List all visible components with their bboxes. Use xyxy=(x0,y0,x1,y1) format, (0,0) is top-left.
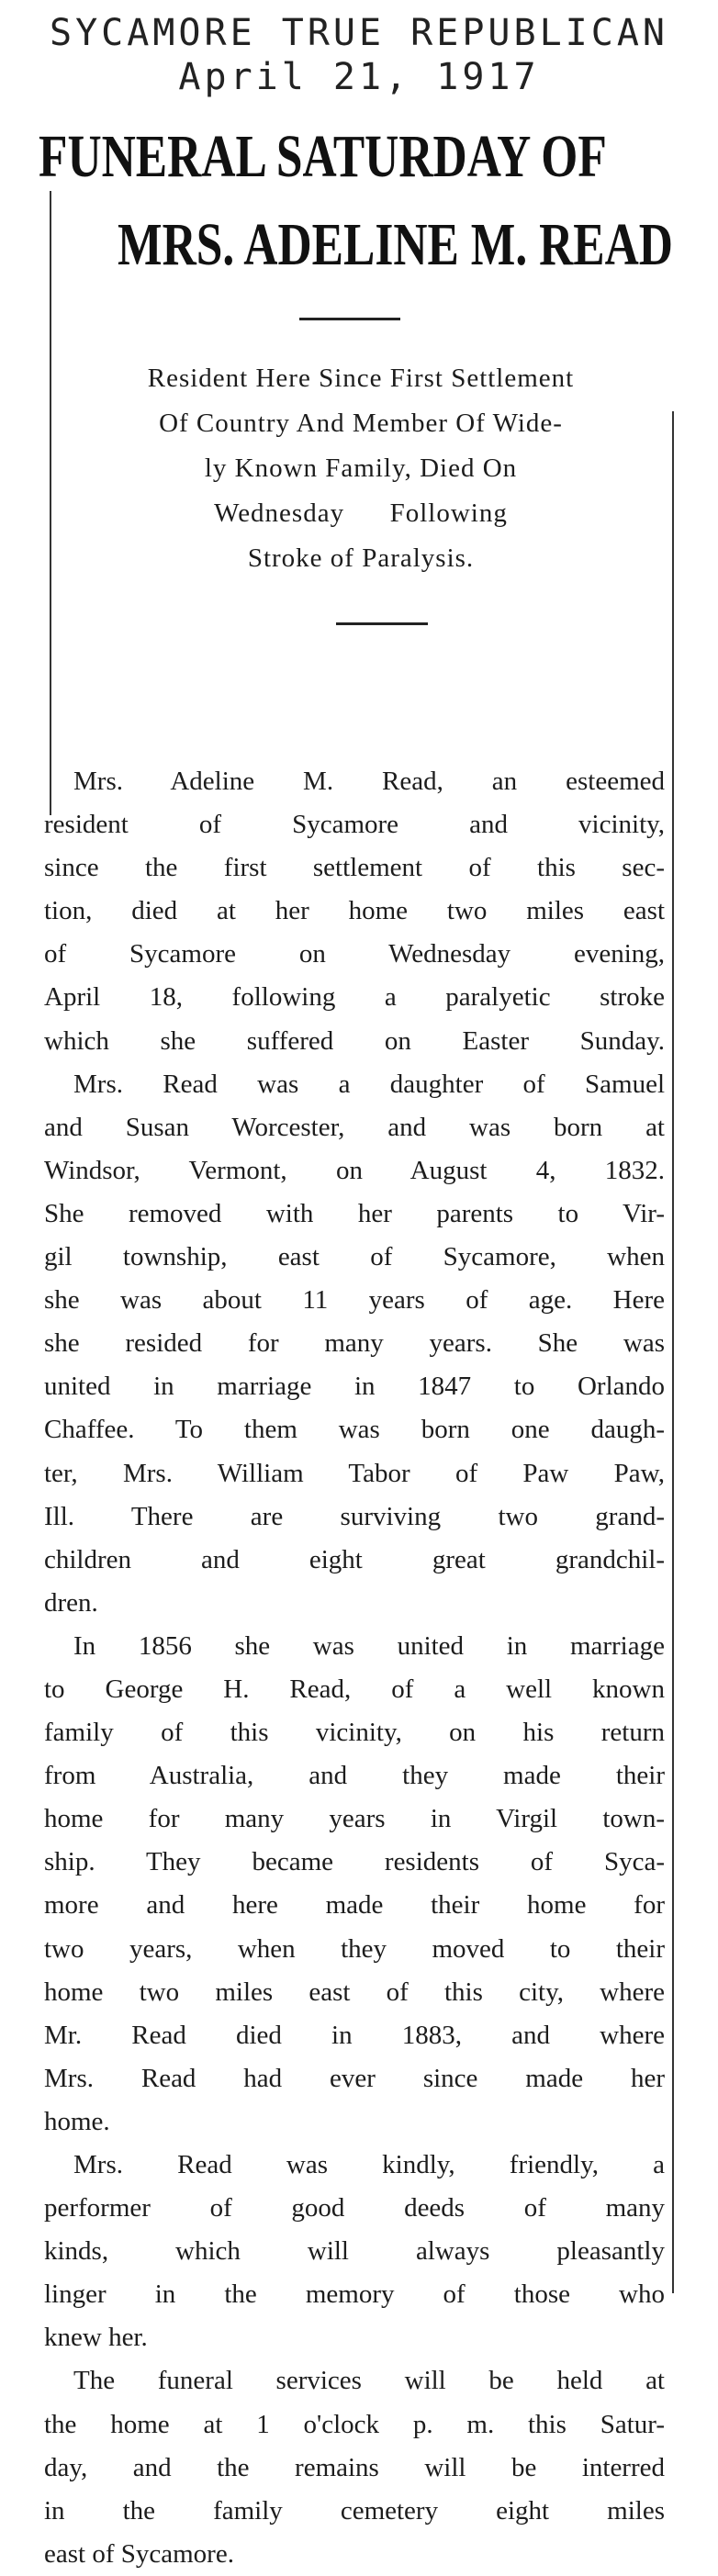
text-line: Windsor, Vermont, on August 4, 1832. xyxy=(44,1155,665,1185)
subheadline-line: Resident Here Since First Settlement xyxy=(147,364,575,393)
column-rule-right xyxy=(672,411,674,2293)
headline-divider xyxy=(299,318,400,320)
text-line: tion, died at her home two miles east xyxy=(44,896,665,926)
text-line: home two miles east of this city, where xyxy=(44,1977,665,2007)
text-line: in the family cemetery eight miles xyxy=(44,2495,665,2526)
subheadline-line: Stroke of Paralysis. xyxy=(247,543,475,573)
paragraph-character xyxy=(44,2144,665,2359)
text-line: dren. xyxy=(44,1587,98,1618)
text-line: She removed with her parents to Vir- xyxy=(44,1198,665,1228)
text-line: In 1856 she was united in marriage xyxy=(73,1630,665,1661)
text-line: she resided for many years. She was xyxy=(44,1328,665,1359)
text-line: Mrs. Read was a daughter of Samuel xyxy=(73,1069,665,1099)
text-line: Mrs. Read was kindly, friendly, a xyxy=(73,2150,665,2179)
text-line: more and here made their home for xyxy=(44,1890,665,1921)
text-line: east of Sycamore. xyxy=(44,2538,234,2569)
text-line: children and eight great grandchil- xyxy=(44,1544,665,1574)
text-line: of Sycamore on Wednesday evening, xyxy=(44,939,665,969)
paragraph-second-marriage xyxy=(44,1625,665,2144)
publication-date: April 21, 1917 xyxy=(178,56,540,98)
subheadline-line: Wednesday Following xyxy=(214,498,508,528)
text-line: ter, Mrs. William Tabor of Paw Paw, xyxy=(44,1458,665,1488)
text-line: Mrs. Read had ever since made her xyxy=(44,2063,665,2093)
text-line: knew her. xyxy=(44,2323,148,2353)
text-line: home. xyxy=(44,2106,110,2136)
subheadline-line: Of Country And Member Of Wide- xyxy=(159,409,563,438)
text-line: April 18, following a paralyetic stroke xyxy=(44,982,665,1013)
text-line: which she suffered on Easter Sunday. xyxy=(44,1025,665,1056)
text-line: the home at 1 o'clock p. m. this Satur- xyxy=(44,2409,665,2439)
headline-line-1: FUNERAL SATURDAY OF xyxy=(39,123,607,190)
text-line: she was about 11 years of age. Here xyxy=(44,1285,665,1316)
headline-line-2: MRS. ADELINE M. READ xyxy=(118,211,673,278)
paragraph-funeral-details xyxy=(44,2359,665,2575)
text-line: and Susan Worcester, and was born at xyxy=(44,1112,665,1142)
subheadline-divider xyxy=(336,622,428,625)
text-line: family of this vicinity, on his return xyxy=(44,1718,665,1748)
text-line: home for many years in Virgil town- xyxy=(44,1804,665,1834)
text-line: Mrs. Adeline M. Read, an esteemed xyxy=(73,767,665,796)
text-line: Chaffee. To them was born one daugh- xyxy=(44,1415,665,1445)
text-line: to George H. Read, of a well known xyxy=(44,1674,665,1704)
paragraph-early-life xyxy=(44,1063,665,1625)
text-line: gil township, east of Sycamore, when xyxy=(44,1242,665,1272)
column-rule-left xyxy=(50,191,51,815)
text-line: Ill. There are surviving two grand- xyxy=(44,1501,665,1531)
publication-name: SYCAMORE TRUE REPUBLICAN xyxy=(50,12,668,54)
text-line: kinds, which will always pleasantly xyxy=(44,2236,665,2267)
text-line: ship. They became residents of Syca- xyxy=(44,1847,665,1877)
text-line: Mr. Read died in 1883, and where xyxy=(44,2020,665,2050)
news-clipping xyxy=(35,108,678,2569)
text-line: since the first settlement of this sec- xyxy=(44,853,665,883)
paragraph-death-notice xyxy=(44,760,665,1063)
text-line: from Australia, and they made their xyxy=(44,1761,665,1791)
subheadline-line: ly Known Family, Died On xyxy=(204,454,518,483)
text-line: performer of good deeds of many xyxy=(44,2193,665,2223)
text-line: day, and the remains will be interred xyxy=(44,2452,665,2482)
subheadline xyxy=(53,356,668,581)
text-line: united in marriage in 1847 to Orlando xyxy=(44,1372,665,1402)
article-body xyxy=(44,760,665,2576)
text-line: resident of Sycamore and vicinity, xyxy=(44,810,665,840)
text-line: The funeral services will be held at xyxy=(73,2366,665,2396)
text-line: linger in the memory of those who xyxy=(44,2279,665,2310)
text-line: two years, when they moved to their xyxy=(44,1933,665,1964)
